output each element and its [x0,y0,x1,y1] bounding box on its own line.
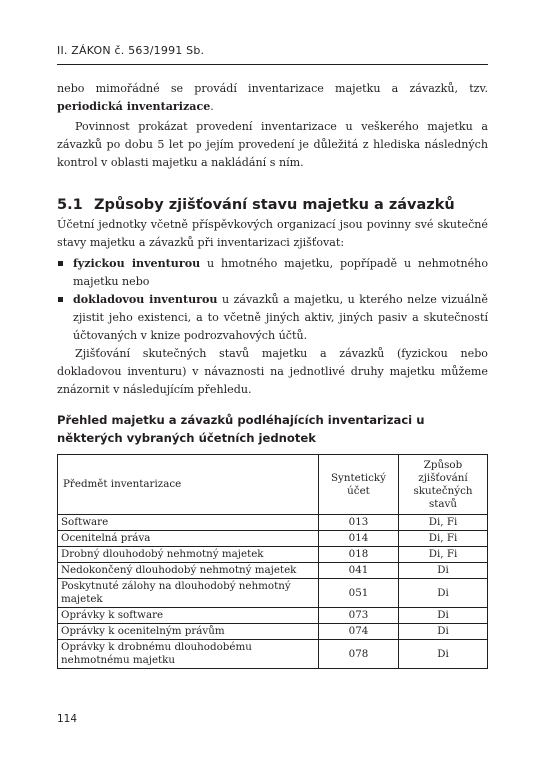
table-row [58,563,488,579]
running-head: II. ZÁKON č. 563/1991 Sb. [57,44,205,57]
cell-subject: Oprávky k software [58,608,319,624]
paragraph-3: Účetní jednotky včetně příspěvkových organizací jsou povinny své skutečné stavy majetku a závazků při inventarizaci zjišťovat: [57,218,488,249]
table-row [58,547,488,563]
cell-method: Di [399,624,488,640]
paragraph-4: Zjišťování skutečných stavů majetku a závazků (fyzickou nebo dokladovou inventuru) v návaznosti na jednotlivé druhy majetku můžeme znázornit v následujícím přehledu. [57,347,488,396]
list-item [57,255,488,291]
table-row [58,624,488,640]
cell-account: 078 [319,640,399,669]
bullet-term: fyzickou inventurou [73,257,201,270]
table-row [58,579,488,608]
table-row [58,640,488,669]
section-title: Způsoby zjišťování stavu majetku a závazků [94,197,455,213]
table-row [58,515,488,531]
bullet-text: u závazků a majetku, u kterého nelze vizuálně zjistit jeho existenci, a to včetně jiných aktiv, jiných pasiv a skutečností účtovaných v knize podrozvahových účtů. [73,293,488,342]
paragraph-1-bold-term: periodická inventarizace [57,100,211,113]
cell-method: Di, Fi [399,531,488,547]
cell-method: Di [399,608,488,624]
cell-method: Di [399,579,488,608]
section-heading [57,196,488,214]
cell-account: 014 [319,531,399,547]
cell-account: 013 [319,515,399,531]
cell-account: 041 [319,563,399,579]
cell-account: 018 [319,547,399,563]
header-account: Syntetický účet [319,455,399,515]
header-method: Způsob zjišťování skutečných stavů [399,455,488,515]
cell-subject: Drobný dlouhodobý nehmotný majetek [58,547,319,563]
cell-method: Di [399,563,488,579]
paragraph-2: Povinnost prokázat provedení inventarizace u veškerého majetku a závazků po dobu 5 let po jejím provedení je důležitá z hlediska následných kontrol v oblasti majetku a nakládání s ním. [57,120,488,169]
square-bullet-icon [58,297,63,302]
header-subject: Předmět inventarizace [58,455,319,515]
table-caption: Přehled majetku a závazků podléhajících inventarizaci u některých vybraných účetních jednotek [57,413,425,445]
table-row [58,531,488,547]
cell-account: 074 [319,624,399,640]
cell-method: Di [399,640,488,669]
paragraph-1-text: nebo mimořádné se provádí inventarizace majetku a závazků, tzv. [57,82,488,95]
cell-account: 073 [319,608,399,624]
cell-method: Di, Fi [399,515,488,531]
cell-subject: Oprávky k drobnému dlouhodobému nehmotnému majetku [58,640,319,669]
inventory-table [57,454,488,669]
cell-account: 051 [319,579,399,608]
table-row [58,608,488,624]
cell-subject: Oprávky k ocenitelným právům [58,624,319,640]
cell-subject: Poskytnuté zálohy na dlouhodobý nehmotný majetek [58,579,319,608]
cell-subject: Ocenitelná práva [58,531,319,547]
cell-method: Di, Fi [399,547,488,563]
page-number: 114 [57,713,78,725]
paragraph-1-end: . [210,100,214,113]
header-rule [57,64,488,65]
list-item [57,291,488,345]
section-number: 5.1 [57,197,83,213]
bullet-list [57,255,488,345]
square-bullet-icon [58,261,63,266]
bullet-text: u hmotného majetku, popřípadě u nehmotného majetku nebo [73,257,488,288]
paragraph-1 [57,80,488,116]
bullet-term: dokladovou inventurou [73,293,218,306]
table-header-row [58,455,488,515]
cell-subject: Software [58,515,319,531]
cell-subject: Nedokončený dlouhodobý nehmotný majetek [58,563,319,579]
